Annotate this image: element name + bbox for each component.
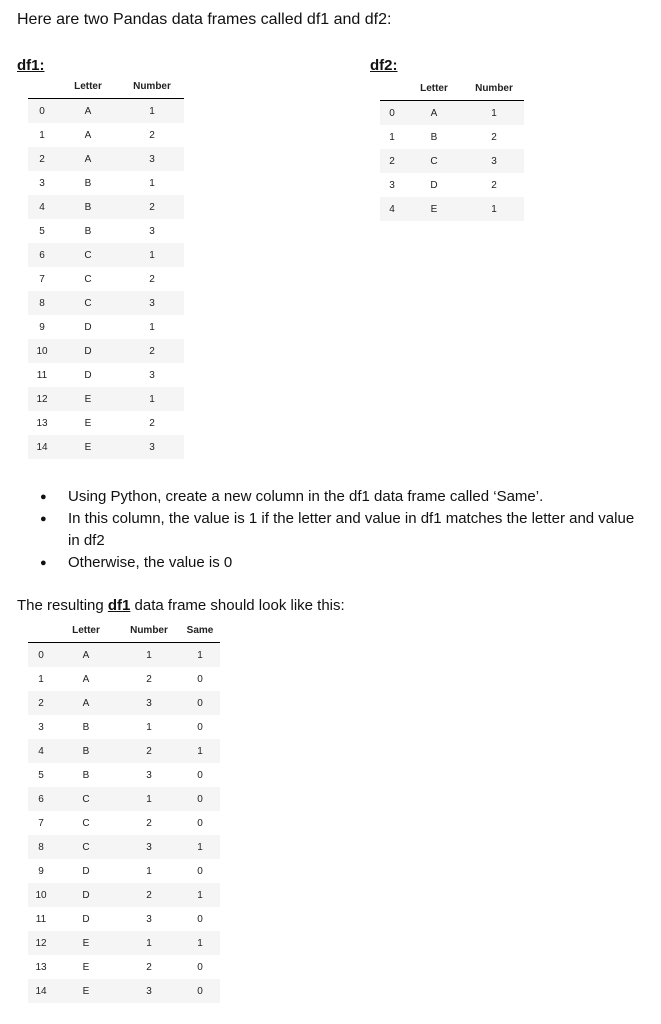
table-row: [28, 243, 184, 267]
table-cell: A: [54, 643, 118, 668]
table-cell: 1: [120, 243, 184, 267]
result-suffix: data frame should look like this:: [130, 597, 345, 614]
table-row: [380, 101, 524, 126]
column-header: [28, 618, 54, 643]
table-cell: 1: [149, 321, 155, 333]
table-cell: 2: [146, 961, 152, 973]
table-cell: 1: [118, 931, 180, 955]
intro-text: Here are two Pandas data frames called df1 and df2:: [17, 11, 392, 28]
table-cell: B: [84, 177, 92, 189]
table-cell: 0: [197, 961, 203, 973]
table-row: [28, 787, 220, 811]
table-cell: C: [404, 149, 464, 173]
row-index: 6: [28, 243, 56, 267]
table-row: [28, 643, 220, 668]
table-cell: D: [82, 865, 90, 877]
row-index: 13: [36, 417, 48, 429]
table-cell: 0: [180, 787, 220, 811]
table-cell: 1: [180, 883, 220, 907]
table-cell: D: [82, 913, 90, 925]
result-caption: [17, 597, 345, 614]
table-row: [28, 883, 220, 907]
table-cell: B: [82, 769, 90, 781]
column-header: [380, 76, 404, 101]
result-df-name: df1: [107, 597, 131, 614]
row-index: 9: [38, 865, 44, 877]
table-cell: 1: [120, 99, 184, 124]
table-cell: D: [56, 339, 120, 363]
table-cell: E: [54, 931, 118, 955]
table-cell: 2: [149, 417, 155, 429]
table-row: [380, 173, 524, 197]
result-table: [28, 618, 220, 1003]
table-cell: C: [82, 817, 90, 829]
table-cell: 2: [149, 273, 155, 285]
row-index: 10: [28, 883, 54, 907]
row-index: 7: [39, 273, 45, 285]
table-cell: E: [82, 961, 90, 973]
instruction-list: [40, 486, 645, 574]
table-row: [380, 149, 524, 173]
row-index: 8: [28, 835, 54, 859]
table-cell: C: [54, 835, 118, 859]
row-index: 8: [28, 291, 56, 315]
table-cell: A: [404, 101, 464, 126]
column-header: Letter: [56, 74, 120, 99]
table-cell: 1: [180, 739, 220, 763]
table-cell: 2: [491, 131, 497, 143]
table-cell: E: [404, 197, 464, 221]
table-cell: 3: [149, 225, 155, 237]
row-index: 0: [28, 643, 54, 668]
table-cell: 3: [118, 835, 180, 859]
bullet-item: ● Otherwise, the value is 0: [68, 552, 645, 574]
row-index: 0: [28, 99, 56, 124]
row-index: 6: [28, 787, 54, 811]
table-cell: E: [84, 417, 92, 429]
table-cell: C: [56, 243, 120, 267]
table-row: [28, 979, 220, 1003]
table-cell: C: [54, 787, 118, 811]
table-cell: 1: [149, 177, 155, 189]
row-index: 1: [38, 673, 44, 685]
table-cell: D: [430, 179, 438, 191]
table-cell: 2: [149, 129, 155, 141]
table-cell: 0: [180, 979, 220, 1003]
table-cell: E: [56, 387, 120, 411]
table-row: [28, 219, 184, 243]
table-cell: 1: [118, 643, 180, 668]
table-row: [28, 931, 220, 955]
table-cell: 2: [118, 883, 180, 907]
table-cell: 2: [120, 339, 184, 363]
row-index: 14: [28, 979, 54, 1003]
row-index: 7: [38, 817, 44, 829]
table-row: [28, 147, 184, 171]
table-cell: A: [84, 129, 92, 141]
table-cell: 2: [120, 195, 184, 219]
table-cell: 3: [146, 913, 152, 925]
column-header: Same: [180, 618, 220, 643]
table-row: [28, 835, 220, 859]
table-cell: D: [84, 369, 92, 381]
table-row: [28, 739, 220, 763]
table-cell: B: [430, 131, 438, 143]
table-cell: 3: [120, 435, 184, 459]
column-header: Letter: [54, 618, 118, 643]
table-row: [28, 435, 184, 459]
row-index: 4: [28, 739, 54, 763]
row-index: 1: [39, 129, 45, 141]
table-cell: E: [54, 979, 118, 1003]
table-cell: 3: [120, 147, 184, 171]
table-cell: 0: [180, 691, 220, 715]
row-index: 11: [35, 913, 47, 925]
table-row: [28, 955, 220, 979]
row-index: 2: [28, 147, 56, 171]
column-header: Number: [120, 74, 184, 99]
column-header: Letter: [404, 76, 464, 101]
table-cell: C: [56, 291, 120, 315]
table-row: [28, 763, 220, 787]
table-cell: 2: [146, 817, 152, 829]
table-cell: 1: [464, 197, 524, 221]
row-index: 4: [380, 197, 404, 221]
df2-table: [380, 76, 524, 221]
table-cell: 2: [491, 179, 497, 191]
table-cell: B: [56, 195, 120, 219]
bullet-item: ● In this column, the value is 1 if the letter and value in df1 matches the letter and value in df2: [68, 508, 645, 552]
table-cell: A: [56, 147, 120, 171]
table-row: [28, 123, 184, 147]
row-index: 12: [28, 387, 56, 411]
table-row: [28, 387, 184, 411]
table-row: [28, 811, 220, 835]
table-cell: 3: [149, 369, 155, 381]
table-row: [28, 907, 220, 931]
row-index: 14: [28, 435, 56, 459]
column-header: Number: [464, 76, 524, 101]
df1-table: [28, 74, 184, 459]
table-cell: B: [82, 721, 90, 733]
table-cell: 1: [118, 787, 180, 811]
table-cell: 1: [146, 865, 152, 877]
table-cell: 1: [180, 835, 220, 859]
table-cell: A: [56, 99, 120, 124]
table-row: [28, 171, 184, 195]
df2-label: df2:: [370, 57, 398, 74]
table-cell: 1: [180, 643, 220, 668]
table-cell: A: [54, 691, 118, 715]
table-row: [28, 267, 184, 291]
table-cell: 3: [120, 291, 184, 315]
result-prefix: The resulting: [17, 597, 108, 614]
column-header: [28, 74, 56, 99]
table-cell: 0: [197, 913, 203, 925]
table-row: [28, 859, 220, 883]
table-cell: 0: [197, 817, 203, 829]
row-index: 13: [35, 961, 47, 973]
table-cell: 1: [146, 721, 152, 733]
table-cell: 0: [197, 673, 203, 685]
table-row: [28, 339, 184, 363]
table-cell: 0: [197, 865, 203, 877]
row-index: 10: [28, 339, 56, 363]
table-row: [28, 291, 184, 315]
row-index: 3: [389, 179, 395, 191]
table-row: [28, 315, 184, 339]
table-row: [380, 125, 524, 149]
table-cell: 3: [118, 979, 180, 1003]
table-cell: 3: [464, 149, 524, 173]
row-index: 5: [38, 769, 44, 781]
table-cell: 1: [120, 387, 184, 411]
table-row: [28, 363, 184, 387]
df1-label: df1:: [17, 57, 45, 74]
row-index: 3: [39, 177, 45, 189]
bullet-item: ● Using Python, create a new column in the df1 data frame called ‘Same’.: [68, 486, 645, 508]
row-index: 11: [36, 369, 48, 381]
row-index: 2: [28, 691, 54, 715]
table-cell: D: [84, 321, 92, 333]
table-cell: B: [84, 225, 92, 237]
row-index: 2: [380, 149, 404, 173]
row-index: 0: [380, 101, 404, 126]
table-cell: 2: [118, 739, 180, 763]
table-cell: E: [56, 435, 120, 459]
table-cell: 3: [146, 769, 152, 781]
row-index: 5: [39, 225, 45, 237]
table-row: [28, 691, 220, 715]
table-cell: 2: [146, 673, 152, 685]
column-header: Number: [118, 618, 180, 643]
table-cell: 0: [197, 769, 203, 781]
table-row: [28, 195, 184, 219]
row-index: 9: [39, 321, 45, 333]
table-cell: A: [82, 673, 90, 685]
table-cell: B: [54, 739, 118, 763]
row-index: 12: [28, 931, 54, 955]
table-cell: 1: [180, 931, 220, 955]
table-row: [28, 99, 184, 124]
table-cell: C: [84, 273, 92, 285]
table-row: [28, 411, 184, 435]
row-index: 3: [38, 721, 44, 733]
table-cell: 1: [464, 101, 524, 126]
row-index: 1: [389, 131, 395, 143]
row-index: 4: [28, 195, 56, 219]
table-cell: 3: [118, 691, 180, 715]
table-row: [28, 667, 220, 691]
table-row: [28, 715, 220, 739]
table-cell: D: [54, 883, 118, 907]
table-row: [380, 197, 524, 221]
table-cell: 0: [197, 721, 203, 733]
